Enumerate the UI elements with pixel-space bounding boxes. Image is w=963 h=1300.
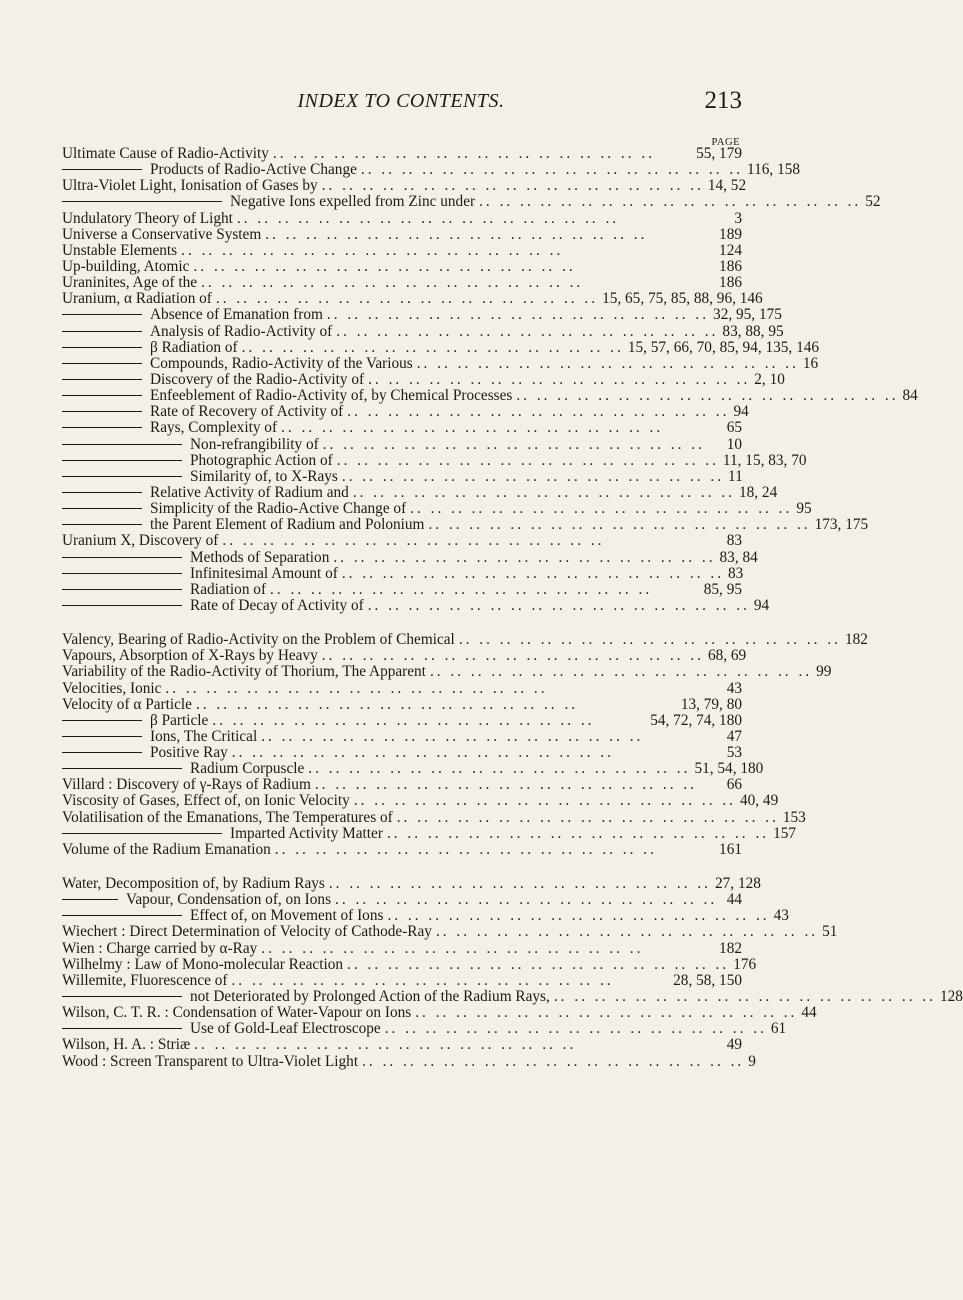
leader-dots: .. .. .. .. .. .. .. .. .. .. .. .. .. .. .. .. .. .. .. — [181, 241, 564, 259]
index-entry — [62, 354, 819, 372]
index-entry — [62, 808, 806, 826]
index-entry — [62, 211, 742, 227]
index-entry — [62, 745, 742, 761]
index-entry — [62, 227, 742, 243]
index-entry-pages: 13, 79, 80 — [680, 695, 742, 713]
running-title: INDEX TO CONTENTS. — [297, 90, 505, 112]
index-entry — [62, 663, 832, 681]
index-entry — [62, 322, 784, 340]
leader-dots: .. .. .. .. .. .. .. .. .. .. .. .. .. .. .. .. .. .. .. — [410, 500, 793, 518]
index-entry-text: Relative Activity of Radium and — [150, 483, 349, 501]
index-entry-text: Similarity of, to X-Rays — [190, 467, 338, 485]
index-entry-pages: 3 — [734, 209, 742, 227]
index-entry-text: the Parent Element of Radium and Polonium — [150, 516, 425, 534]
index-entry-pages: 128 — [940, 988, 963, 1006]
leader-dots: .. .. .. .. .. .. .. .. .. .. .. .. .. .. .. .. .. .. .. — [347, 403, 730, 421]
leader-dots: .. .. .. .. .. .. .. .. .. .. .. .. .. .. .. .. .. .. .. — [212, 711, 595, 729]
leader-dots: .. .. .. .. .. .. .. .. .. .. .. .. .. .. .. .. .. .. .. — [429, 663, 813, 681]
index-entry — [62, 243, 742, 259]
index-entry-text: Positive Ray — [150, 744, 228, 762]
index-entry-pages: 65 — [726, 419, 742, 437]
leader-dots: .. .. .. .. .. .. .. .. .. .. .. .. .. .. .. .. .. .. .. — [479, 193, 862, 211]
leader-dots: .. .. .. .. .. .. .. .. .. .. .. .. .. .. .. .. .. .. .. — [333, 548, 716, 566]
index-entry-text: Simplicity of the Radio-Active Change of — [150, 500, 407, 518]
index-entry-pages: 2, 10 — [754, 370, 785, 388]
ditto-dash — [62, 605, 182, 606]
leader-dots: .. .. .. .. .. .. .. .. .. .. .. .. .. .. .. .. .. .. .. — [194, 1036, 577, 1054]
index-entry-list — [62, 145, 963, 1070]
index-entry-text: Infinitesimal Amount of — [190, 564, 338, 582]
index-entry-text: Wood : Screen Transparent to Ultra-Violet Light — [62, 1052, 359, 1070]
ditto-dash — [62, 557, 182, 558]
index-entry — [62, 387, 918, 405]
index-entry — [62, 729, 742, 745]
index-entry — [62, 875, 761, 893]
index-entry-pages: 83 — [726, 532, 742, 550]
leader-dots: .. .. .. .. .. .. .. .. .. .. .. .. .. .. .. .. .. .. .. — [336, 322, 719, 340]
index-entry-text: Rays, Complexity of — [150, 419, 278, 437]
leader-dots: .. .. .. .. .. .. .. .. .. .. .. .. .. .. .. .. .. .. .. — [386, 824, 770, 842]
leader-dots: .. .. .. .. .. .. .. .. .. .. .. .. .. .. .. .. .. .. .. — [314, 776, 697, 794]
index-entry-text: Undulatory Theory of Light — [62, 209, 233, 227]
index-entry-text: Non-refrangibility of — [190, 435, 319, 453]
leader-dots: .. .. .. .. .. .. .. .. .. .. .. .. .. .. .. .. .. .. .. — [368, 370, 751, 388]
index-entry-text: Methods of Separation — [190, 548, 330, 566]
index-entry-pages: 40, 49 — [739, 792, 779, 810]
index-entry — [62, 760, 764, 778]
index-entry-text: Valency, Bearing of Radio-Activity on the Problem of Chemical — [62, 631, 455, 649]
leader-dots: .. .. .. .. .. .. .. .. .. .. .. .. .. .. .. .. .. .. .. — [270, 580, 653, 598]
index-entry — [62, 1004, 817, 1022]
index-entry-pages: 15, 57, 66, 70, 85, 94, 135, 146 — [627, 338, 820, 356]
leader-dots: .. .. .. .. .. .. .. .. .. .. .. .. .. .. .. .. .. .. .. — [236, 209, 620, 227]
index-entry — [62, 146, 742, 162]
index-entry-pages: 43 — [773, 907, 789, 925]
index-entry-text: Up-building, Atomic — [62, 257, 190, 275]
index-entry — [62, 259, 742, 275]
index-entry-pages: 54, 72, 74, 180 — [650, 711, 742, 729]
ditto-dash — [62, 1028, 182, 1029]
leader-dots: .. .. .. .. .. .. .. .. .. .. .. .. .. .. .. .. .. .. .. — [321, 177, 704, 195]
index-entry-text: Effect of, on Movement of Ions — [190, 907, 384, 925]
index-entry-text: Rate of Recovery of Activity of — [150, 403, 344, 421]
ditto-dash — [62, 476, 182, 477]
index-entry-pages: 66 — [726, 776, 742, 794]
leader-dots: .. .. .. .. .. .. .. .. .. .. .. .. .. .. .. .. .. .. .. — [326, 306, 710, 324]
leader-dots: .. .. .. .. .. .. .. .. .. .. .. .. .. .. .. .. .. .. .. — [353, 792, 736, 810]
index-entry — [62, 469, 742, 485]
ditto-dash — [62, 736, 142, 737]
leader-dots: .. .. .. .. .. .. .. .. .. .. .. .. .. .. .. .. .. .. .. — [384, 1020, 767, 1038]
ditto-dash — [62, 508, 142, 509]
index-entry-pages: 44 — [801, 1004, 817, 1022]
leader-dots: .. .. .. .. .. .. .. .. .. .. .. .. .. .. .. .. .. .. .. — [165, 679, 548, 697]
index-entry-text: Imparted Activity Matter — [230, 824, 383, 842]
index-entry — [62, 824, 797, 842]
ditto-dash — [62, 899, 118, 900]
index-entry — [62, 306, 782, 324]
index-entry-text: not Deteriorated by Prolonged Action of the Radium Rays, — [190, 988, 550, 1006]
index-entry-text: Ultimate Cause of Radio-Activity — [62, 145, 269, 162]
index-entry-text: Radiation of — [190, 580, 267, 598]
index-entry-pages: 176 — [733, 955, 757, 973]
index-entry-text: Products of Radio-Active Change — [150, 161, 357, 179]
index-entry — [62, 792, 779, 810]
index-entry-pages: 16 — [802, 354, 819, 372]
leader-dots: .. .. .. .. .. .. .. .. .. .. .. .. .. .. .. .. .. .. .. — [215, 290, 599, 308]
leader-dots: .. .. .. .. .. .. .. .. .. .. .. .. .. .. .. .. .. .. .. — [428, 516, 811, 534]
index-entry — [62, 907, 789, 925]
index-entry-text: β Radiation of — [150, 338, 238, 356]
index-entry — [62, 631, 868, 649]
leader-dots: .. .. .. .. .. .. .. .. .. .. .. .. .. .. .. .. .. .. .. — [347, 955, 730, 973]
index-entry-text: Variability of the Radio-Activity of Thorium, The Apparent — [62, 663, 426, 681]
index-entry — [62, 777, 742, 793]
index-entry — [62, 177, 747, 195]
index-entry-pages: 53 — [726, 744, 742, 762]
leader-dots: .. .. .. .. .. .. .. .. .. .. .. .. .. .. .. .. .. .. .. — [261, 939, 644, 957]
index-entry-text: Rate of Decay of Activity of — [190, 596, 364, 614]
index-entry — [62, 533, 742, 549]
index-entry-text: Photographic Action of — [190, 451, 333, 469]
ditto-dash — [62, 427, 142, 428]
index-entry — [62, 1052, 756, 1070]
index-entry-text: Willemite, Fluorescence of — [62, 971, 228, 989]
ditto-dash — [62, 169, 142, 170]
ditto-dash — [62, 460, 182, 461]
index-entry-text: Wiechert : Direct Determination of Velocity of Cathode-Ray — [62, 923, 432, 941]
index-entry-pages: 68, 69 — [707, 647, 747, 665]
leader-dots: .. .. .. .. .. .. .. .. .. .. .. .. .. .. .. .. .. .. .. — [341, 467, 725, 485]
ditto-dash — [62, 833, 222, 834]
index-entry-text: Uranium, α Radiation of — [62, 290, 212, 308]
index-entry-text: Unstable Elements — [62, 241, 178, 259]
index-entry-pages: 116, 158 — [747, 161, 801, 179]
leader-dots: .. .. .. .. .. .. .. .. .. .. .. .. .. .. .. .. .. .. .. — [360, 161, 744, 179]
leader-dots: .. .. .. .. .. .. .. .. .. .. .. .. .. .. .. .. .. .. .. — [321, 647, 704, 665]
index-entry-text: Wilson, C. T. R. : Condensation of Water-Vapour on Ions — [62, 1004, 412, 1022]
index-entry-pages: 94 — [733, 403, 749, 421]
leader-dots: .. .. .. .. .. .. .. .. .. .. .. .. .. .. .. .. .. .. .. — [328, 875, 711, 893]
index-entry-pages: 18, 24 — [738, 483, 778, 501]
index-entry-text: Absence of Emanation from — [150, 306, 323, 324]
index-entry-text: Ions, The Critical — [150, 727, 258, 745]
index-entry — [62, 1037, 742, 1053]
index-entry-text: Uranium X, Discovery of — [62, 532, 219, 550]
page-number: 213 — [704, 87, 742, 114]
index-entry-text: Ultra-Violet Light, Ionisation of Gases by — [62, 177, 318, 195]
index-entry-pages: 99 — [816, 663, 832, 681]
index-entry — [62, 548, 758, 566]
leader-dots: .. .. .. .. .. .. .. .. .. .. .. .. .. .. .. .. .. .. .. — [415, 1004, 798, 1022]
index-entry-pages: 11, 15, 83, 70 — [722, 451, 807, 469]
index-entry-pages: 83 — [728, 564, 744, 582]
index-entry-text: Uraninites, Age of the — [62, 274, 198, 292]
index-entry-pages: 10 — [726, 435, 742, 453]
leader-dots: .. .. .. .. .. .. .. .. .. .. .. .. .. .. .. .. .. .. .. — [362, 1052, 745, 1070]
index-entry — [62, 955, 757, 973]
leader-dots: .. .. .. .. .. .. .. .. .. .. .. .. .. .. .. .. .. .. .. — [241, 338, 624, 356]
index-entry — [62, 988, 963, 1006]
leader-dots: .. .. .. .. .. .. .. .. .. .. .. .. .. .. .. .. .. .. .. — [516, 387, 899, 405]
index-entry-pages: 186 — [719, 257, 742, 275]
leader-dots: .. .. .. .. .. .. .. .. .. .. .. .. .. .. .. .. .. .. .. — [272, 145, 656, 162]
index-entry-pages: 49 — [726, 1036, 742, 1054]
index-entry-text: Discovery of the Radio-Activity of — [150, 370, 365, 388]
index-entry — [62, 403, 749, 421]
leader-dots: .. .. .. .. .. .. .. .. .. .. .. .. .. .. .. .. .. .. .. — [281, 419, 664, 437]
index-entry — [62, 193, 881, 211]
ditto-dash — [62, 314, 142, 315]
index-entry — [62, 923, 838, 941]
index-entry-text: Negative Ions expelled from Zinc under — [230, 193, 476, 211]
index-entry-pages: 84 — [902, 387, 918, 405]
index-entry-pages: 94 — [753, 596, 770, 614]
index-entry-text: Wien : Charge carried by α-Ray — [62, 939, 258, 957]
index-entry — [62, 1020, 787, 1038]
page-column-label: PAGE — [711, 137, 740, 148]
ditto-dash — [62, 720, 142, 721]
leader-dots: .. .. .. .. .. .. .. .. .. .. .. .. .. .. .. .. .. .. .. — [274, 840, 657, 858]
ditto-dash — [62, 768, 182, 769]
index-entry — [62, 290, 763, 308]
index-entry — [62, 275, 742, 291]
index-entry-pages: 124 — [719, 241, 742, 259]
index-entry-text: Vapours, Absorption of X-Rays by Heavy — [62, 647, 318, 665]
index-entry — [62, 697, 742, 713]
index-entry-pages: 173, 175 — [814, 516, 869, 534]
index-entry — [62, 437, 742, 453]
leader-dots: .. .. .. .. .. .. .. .. .. .. .. .. .. .. .. .. .. .. .. — [231, 744, 614, 762]
leader-dots: .. .. .. .. .. .. .. .. .. .. .. .. .. .. .. .. .. .. .. — [416, 354, 799, 372]
index-entry-pages: 55, 179 — [696, 145, 742, 162]
leader-dots: .. .. .. .. .. .. .. .. .. .. .. .. .. .. .. .. .. .. .. — [222, 532, 605, 550]
ditto-dash — [62, 363, 142, 364]
index-entry — [62, 370, 785, 388]
index-entry-text: Compounds, Radio-Activity of the Various — [150, 354, 413, 372]
index-entry — [62, 647, 747, 665]
ditto-dash — [62, 752, 142, 753]
index-entry-pages: 83, 88, 95 — [722, 322, 784, 340]
index-entry-text: Analysis of Radio-Activity of — [150, 322, 333, 340]
index-entry — [62, 596, 770, 614]
ditto-dash — [62, 996, 182, 997]
index-entry-text: Villard : Discovery of γ-Rays of Radium — [62, 776, 311, 794]
index-entry-pages: 51 — [822, 923, 838, 941]
index-entry-pages: 52 — [865, 193, 881, 211]
index-entry-pages: 47 — [726, 727, 742, 745]
ditto-dash — [62, 331, 142, 332]
index-entry-pages: 186 — [719, 274, 742, 292]
index-entry-pages: 27, 128 — [715, 875, 761, 893]
index-entry — [62, 161, 801, 179]
index-entry-pages: 182 — [719, 939, 742, 957]
index-entry — [62, 338, 820, 356]
index-entry-pages: 182 — [844, 631, 868, 649]
leader-dots: .. .. .. .. .. .. .. .. .. .. .. .. .. .. .. .. .. .. .. — [336, 451, 719, 469]
index-entry-pages: 28, 58, 150 — [673, 971, 742, 989]
index-entry-pages: 9 — [748, 1052, 756, 1070]
index-entry — [62, 516, 869, 534]
index-entry — [62, 681, 742, 697]
index-entry-text: Water, Decomposition of, by Radium Rays — [62, 875, 325, 893]
index-entry-text: Enfeeblement of Radio-Activity of, by Chemical Processes — [150, 387, 513, 405]
leader-dots: .. .. .. .. .. .. .. .. .. .. .. .. .. .. .. .. .. .. .. — [387, 907, 770, 925]
index-entry-text: Volume of the Radium Emanation — [62, 840, 271, 858]
index-entry-text: Viscosity of Gases, Effect of, on Ionic Velocity — [62, 792, 350, 810]
index-entry-pages: 44 — [726, 891, 742, 909]
index-entry-pages: 157 — [773, 824, 797, 842]
page-header — [60, 87, 742, 120]
ditto-dash — [62, 395, 142, 396]
leader-dots: .. .. .. .. .. .. .. .. .. .. .. .. .. .. .. .. .. .. .. — [261, 727, 644, 745]
index-entry — [62, 500, 812, 518]
leader-dots: .. .. .. .. .. .. .. .. .. .. .. .. .. .. .. .. .. .. .. — [341, 564, 725, 582]
ditto-dash — [62, 201, 222, 202]
leader-dots: .. .. .. .. .. .. .. .. .. .. .. .. .. .. .. .. .. .. .. — [553, 988, 936, 1006]
ditto-dash — [62, 379, 142, 380]
index-entry-pages: 153 — [782, 808, 806, 826]
leader-dots: .. .. .. .. .. .. .. .. .. .. .. .. .. .. .. .. .. .. .. — [458, 631, 841, 649]
index-entry — [62, 451, 807, 469]
index-entry-pages: 189 — [719, 225, 742, 243]
ditto-dash — [62, 444, 182, 445]
index-entry-pages: 83, 84 — [719, 548, 758, 566]
index-entry — [62, 713, 742, 729]
ditto-dash — [62, 347, 142, 348]
leader-dots: .. .. .. .. .. .. .. .. .. .. .. .. .. .. .. .. .. .. .. — [231, 971, 614, 989]
ditto-dash — [62, 915, 182, 916]
index-entry-text: Vapour, Condensation of, on Ions — [126, 891, 332, 909]
index-entry — [62, 973, 742, 989]
leader-dots: .. .. .. .. .. .. .. .. .. .. .. .. .. .. .. .. .. .. .. — [435, 923, 819, 941]
index-entry — [62, 941, 742, 957]
index-entry-pages: 61 — [770, 1020, 787, 1038]
index-entry — [62, 566, 742, 582]
index-entry — [62, 483, 778, 501]
index-entry-pages: 85, 95 — [703, 580, 742, 598]
index-entry-pages: 15, 65, 75, 85, 88, 96, 146 — [602, 290, 763, 308]
index-entry-pages: 43 — [726, 679, 742, 697]
index-entry-pages: 11 — [728, 467, 743, 485]
leader-dots: .. .. .. .. .. .. .. .. .. .. .. .. .. .. .. .. .. .. .. — [193, 257, 576, 275]
index-entry-text: Wilhelmy : Law of Mono-molecular Reaction — [62, 955, 344, 973]
leader-dots: .. .. .. .. .. .. .. .. .. .. .. .. .. .. .. .. .. .. .. — [352, 483, 735, 501]
index-entry-text: Velocities, Ionic — [62, 679, 162, 697]
leader-dots: .. .. .. .. .. .. .. .. .. .. .. .. .. .. .. .. .. .. .. — [335, 891, 718, 909]
ditto-dash — [62, 411, 142, 412]
index-entry-pages: 95 — [796, 500, 812, 518]
leader-dots: .. .. .. .. .. .. .. .. .. .. .. .. .. .. .. .. .. .. .. — [367, 596, 750, 614]
ditto-dash — [62, 524, 142, 525]
leader-dots: .. .. .. .. .. .. .. .. .. .. .. .. .. .. .. .. .. .. .. — [201, 274, 584, 292]
leader-dots: .. .. .. .. .. .. .. .. .. .. .. .. .. .. .. .. .. .. .. — [322, 435, 705, 453]
index-entry — [62, 842, 742, 858]
index-entry-pages: 32, 95, 175 — [713, 306, 782, 324]
ditto-dash — [62, 492, 142, 493]
index-entry-text: Universe a Conservative System — [62, 225, 262, 243]
leader-dots: .. .. .. .. .. .. .. .. .. .. .. .. .. .. .. .. .. .. .. — [308, 760, 691, 778]
index-entry-text: Volatilisation of the Emanations, The Temperatures of — [62, 808, 393, 826]
index-entry — [62, 582, 742, 598]
index-entry — [62, 892, 742, 908]
index-entry-pages: 51, 54, 180 — [694, 760, 764, 778]
index-entry-pages: 14, 52 — [707, 177, 747, 195]
leader-dots: .. .. .. .. .. .. .. .. .. .. .. .. .. .. .. .. .. .. .. — [396, 808, 779, 826]
ditto-dash — [62, 589, 182, 590]
leader-dots: .. .. .. .. .. .. .. .. .. .. .. .. .. .. .. .. .. .. .. — [265, 225, 648, 243]
ditto-dash — [62, 573, 182, 574]
leader-dots: .. .. .. .. .. .. .. .. .. .. .. .. .. .. .. .. .. .. .. — [195, 695, 579, 713]
index-entry — [62, 420, 742, 436]
index-entry-text: Radium Corpuscle — [190, 760, 305, 778]
index-entry-text: β Particle — [150, 711, 209, 729]
index-entry-text: Use of Gold-Leaf Electroscope — [190, 1020, 381, 1038]
index-entry-text: Wilson, H. A. : Striæ — [62, 1036, 191, 1054]
index-entry-text: Velocity of α Particle — [62, 695, 192, 713]
index-entry-pages: 161 — [719, 840, 742, 858]
